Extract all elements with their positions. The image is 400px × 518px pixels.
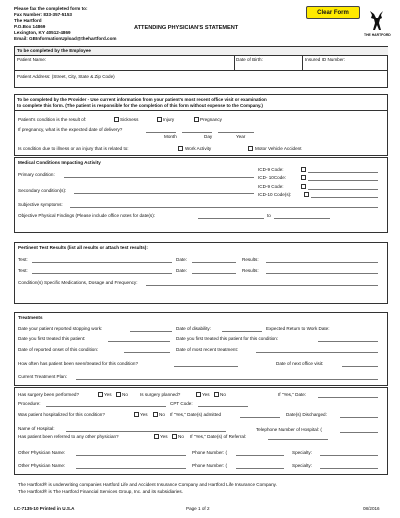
po-box: P.O.Box 14869 <box>14 24 46 29</box>
condition-result-label: Patient's condition is the result of: <box>18 117 87 122</box>
specialty-field-2[interactable] <box>320 468 378 469</box>
pregnancy-checkbox[interactable] <box>194 117 199 122</box>
divider <box>14 110 388 111</box>
surgery-date-label: If "Yes," Date: <box>278 392 307 397</box>
other-physician-field-1[interactable] <box>76 455 186 456</box>
city-address: Lexington, KY 40512-4869 <box>14 30 71 35</box>
primary-condition-label: Primary condition: <box>18 172 55 177</box>
month-label: Month <box>164 134 177 139</box>
recent-treatment-label: Date of most recent treatment: <box>176 347 239 352</box>
surgery-date-field[interactable] <box>318 397 378 398</box>
referred-no-checkbox[interactable] <box>172 434 177 439</box>
test-date-label-2: Date: <box>176 268 187 273</box>
no-label: No <box>159 412 165 417</box>
return-work-label: Expected Return to Work Date: <box>266 326 330 331</box>
icd10-box-1[interactable] <box>301 175 306 180</box>
to-label: to <box>267 213 271 218</box>
secondary-condition-field[interactable] <box>74 193 254 194</box>
hospital-phone-label: Telephone Number of Hospital: ( <box>256 427 322 432</box>
medications-field[interactable] <box>146 285 378 286</box>
medications-label: Condition(s) Specific Medications, Dosage and Frequency: <box>18 280 138 285</box>
primary-condition-field[interactable] <box>64 177 254 178</box>
no-label: No <box>122 392 128 397</box>
email-address: Email: GBInformationUpload@thehartford.com <box>14 36 117 41</box>
referred-label: Has patient been referred to any other physician? <box>18 434 119 439</box>
yes-label: Yes <box>104 392 112 397</box>
medical-heading: Medical Conditions Impacting Activity <box>18 160 101 165</box>
surgery-planned-yes-checkbox[interactable] <box>196 392 201 397</box>
other-physician-label-1: Other Physician Name: <box>18 450 66 455</box>
surgery-performed-label: Has surgery been performed? <box>18 392 80 397</box>
pregnancy-label: Pregnancy <box>200 117 222 122</box>
medical-section <box>14 157 388 233</box>
work-activity-label: Work Activity <box>185 146 212 151</box>
first-treated-field[interactable] <box>108 341 170 342</box>
cpt-code-label: CPT Code: <box>170 401 193 406</box>
delivery-year-field[interactable] <box>218 132 254 133</box>
test-results-label-1: Results: <box>242 257 259 262</box>
yes-label: Yes <box>160 434 168 439</box>
recent-treatment-field[interactable] <box>256 352 378 353</box>
specialty-label-1: Specialty: <box>292 450 312 455</box>
phone-label-1: Phone Number: ( <box>192 450 227 455</box>
hartford-stag-logo <box>366 10 386 32</box>
phone-field-2[interactable] <box>236 468 284 469</box>
hospital-name-field[interactable] <box>66 431 226 432</box>
icd9-field-1[interactable] <box>308 172 378 173</box>
employee-heading: To be completed by the Employee <box>17 48 91 53</box>
objective-date-to[interactable] <box>274 218 330 219</box>
subjective-symptoms-label: Subjective symptoms: <box>18 202 63 207</box>
work-activity-checkbox[interactable] <box>178 146 183 151</box>
provider-heading-2: to complete this form. (The patient is responsible for the completion of this form without expense to the Company.) <box>17 103 263 108</box>
motor-vehicle-checkbox[interactable] <box>248 146 253 151</box>
subjective-symptoms-field[interactable] <box>70 207 378 208</box>
cpt-code-field[interactable] <box>198 406 248 407</box>
clear-form-button[interactable]: Clear Form <box>306 6 360 19</box>
test-date-field-1[interactable] <box>192 262 236 263</box>
stopped-work-field[interactable] <box>130 331 172 332</box>
surgery-planned-no-checkbox[interactable] <box>214 392 219 397</box>
icd9-box-1[interactable] <box>301 167 306 172</box>
treatment-plan-field[interactable] <box>76 379 378 380</box>
hospitalized-yes-checkbox[interactable] <box>134 412 139 417</box>
first-treated-condition-label: Date you first treated this patient for this condition: <box>176 336 279 341</box>
discharged-date-label: Date(s) Discharged: <box>286 412 327 417</box>
objective-date-from[interactable] <box>198 218 264 219</box>
tests-heading: Pertinent Test Results (list all results or attach test results): <box>18 245 148 250</box>
test-results-field-1[interactable] <box>266 262 378 263</box>
fax-number: Fax Number: 833-357-5153 <box>14 12 72 17</box>
logo-text: THE HARTFORD <box>364 33 391 37</box>
sickness-checkbox[interactable] <box>114 117 119 122</box>
discharged-date-field[interactable] <box>340 417 378 418</box>
icd9-box-2[interactable] <box>301 184 306 189</box>
patient-address-label: Patient Address: (Street, City, State & Zip Code) <box>17 74 115 79</box>
insured-id-label: Insured ID Number: <box>305 57 346 62</box>
how-often-field[interactable] <box>174 366 238 367</box>
page-title: ATTENDING PHYSICIAN'S STATEMENT <box>134 25 239 31</box>
no-label: No <box>220 392 226 397</box>
motor-vehicle-label: Motor Vehicle Accident <box>255 146 302 151</box>
secondary-condition-label: Secondary condition(s): <box>18 188 67 193</box>
disability-date-field[interactable] <box>222 331 262 332</box>
test-results-field-2[interactable] <box>266 273 378 274</box>
form-id: LC-7135-10 Printed in U.S.A <box>14 506 75 511</box>
test-date-label-1: Date: <box>176 257 187 262</box>
stag-icon <box>366 10 386 32</box>
referral-date-field[interactable] <box>268 439 328 440</box>
provider-heading-1: To be completed by the Provider - Use current information from your patient's most recent office visit or examination <box>17 97 267 102</box>
fax-instruction: Please fax the completed form to: <box>14 6 88 11</box>
icd9-field-2[interactable] <box>308 189 378 190</box>
hospital-name-label: Name of Hospital: <box>18 426 55 431</box>
treatment-plan-label: Current Treatment Plan: <box>18 374 68 379</box>
icd10-label-2: ICD-10 Code(s): <box>258 192 292 197</box>
referred-yes-checkbox[interactable] <box>154 434 159 439</box>
test-field-1[interactable] <box>32 262 172 263</box>
other-physician-label-2: Other Physician Name: <box>18 463 66 468</box>
hospitalized-no-checkbox[interactable] <box>153 412 158 417</box>
injury-checkbox[interactable] <box>157 117 162 122</box>
specialty-label-2: Specialty: <box>292 463 312 468</box>
procedure-label: Procedure: <box>18 401 41 406</box>
referral-date-label: If "Yes," Date(s) of Referral: <box>190 434 247 439</box>
divider <box>302 55 303 70</box>
no-label: No <box>178 434 184 439</box>
treatments-heading: Treatments <box>18 315 43 320</box>
test-date-field-2[interactable] <box>192 273 236 274</box>
next-visit-field[interactable] <box>342 366 378 367</box>
delivery-month-field[interactable] <box>146 132 176 133</box>
next-visit-label: Date of next office visit: <box>276 361 324 366</box>
icd10-label-1: ICD- 10Code: <box>258 175 287 180</box>
other-physician-field-2[interactable] <box>76 468 186 469</box>
work-related-label: Is condition due to illness or an injury that is related to: <box>18 146 129 151</box>
delivery-date-label: If pregnancy, what is the expected date of delivery? <box>18 127 123 132</box>
footer-legal-1: The Hartford® is underwriting companies Hartford Life and Accident Insurance Company and Hartford Life Insurance Company. <box>18 482 277 487</box>
first-treated-condition-field[interactable] <box>318 341 378 342</box>
divider <box>14 70 388 71</box>
test-field-2[interactable] <box>32 273 172 274</box>
form-date: 08/2016 <box>363 506 380 511</box>
specialty-field-1[interactable] <box>320 455 378 456</box>
first-treated-label: Date you first treated this patient: <box>18 336 86 341</box>
icd10-box-2[interactable] <box>304 192 309 197</box>
icd9-label-1: ICD-9 Code: <box>258 167 284 172</box>
surgery-performed-no-checkbox[interactable] <box>116 392 121 397</box>
test-label-2: Test: <box>18 268 28 273</box>
test-label-1: Test: <box>18 257 28 262</box>
onset-field[interactable] <box>124 352 170 353</box>
surgery-planned-label: Is surgery planned? <box>140 392 181 397</box>
surgery-performed-yes-checkbox[interactable] <box>98 392 103 397</box>
objective-findings-label: Objective Physical Findings (Please include office notes for date(s): <box>18 213 156 218</box>
stopped-work-label: Date your patient reported stopping work: <box>18 326 103 331</box>
year-label: Year <box>236 134 246 139</box>
admitted-date-field[interactable] <box>240 417 280 418</box>
delivery-day-field[interactable] <box>182 132 212 133</box>
disability-date-label: Date of disability: <box>176 326 211 331</box>
yes-label: Yes <box>140 412 148 417</box>
sickness-label: Sickness <box>120 117 139 122</box>
admitted-date-label: If "Yes," Date(s) admitted <box>170 412 222 417</box>
test-results-label-2: Results: <box>242 268 259 273</box>
procedure-field[interactable] <box>46 406 166 407</box>
dob-label: Date of Birth: <box>236 57 263 62</box>
footer-legal-2: The Hartford® is The Hartford Financial Services Group, Inc. and its subsidiaries. <box>18 489 183 494</box>
icd10-field-2[interactable] <box>311 197 378 198</box>
divider <box>234 55 235 70</box>
onset-label: Date of reported onset of this condition: <box>18 347 99 352</box>
hospital-phone-field[interactable] <box>340 432 378 433</box>
divider <box>14 55 388 56</box>
yes-label: Yes <box>202 392 210 397</box>
hospitalized-label: Was patient hospitalized for this condition? <box>18 412 105 417</box>
injury-label: Injury <box>163 117 175 122</box>
page-number: Page 1 of 2 <box>186 506 210 511</box>
icd9-label-2: ICD-9 Code: <box>258 184 284 189</box>
how-often-label: How often has patient been seen/treated for this condition? <box>18 361 139 366</box>
day-label: Day <box>204 134 213 139</box>
phone-field-1[interactable] <box>236 455 284 456</box>
patient-name-label: Patient Name: <box>17 57 47 62</box>
company-name: The Hartford <box>14 18 42 23</box>
icd10-field-1[interactable] <box>308 180 378 181</box>
phone-label-2: Phone Number: ( <box>192 463 227 468</box>
